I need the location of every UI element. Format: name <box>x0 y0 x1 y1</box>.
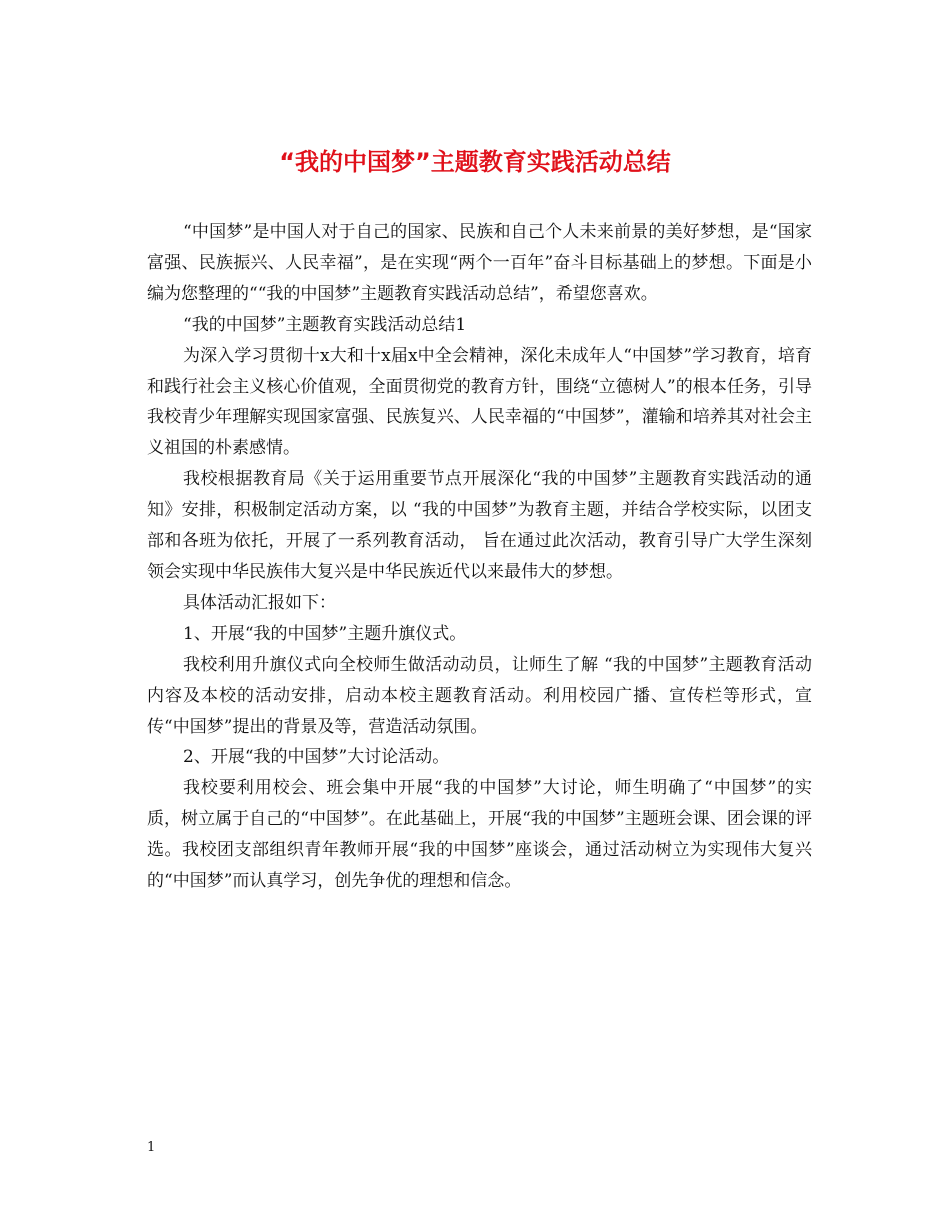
intro-paragraph: “中国梦”是中国人对于自己的国家、民族和自己个人未来前景的美好梦想，是“国家富强、民族振兴、人民幸福”，是在实现“两个一百年”奋斗目标基础上的梦想。下面是小编为您整理的““我的中国梦”主题教育实践活动总结”，希望您喜欢。 <box>147 222 812 304</box>
section-heading: “我的中国梦”主题教育实践活动总结1 <box>183 314 467 335</box>
document-body <box>147 217 812 897</box>
list-item-heading: 2、开展“我的中国梦”大讨论活动。 <box>183 747 450 768</box>
body-paragraph: 为深入学习贯彻十x大和十x届x中全会精神，深化未成年人“中国梦”学习教育，培育和践行社会主义核心价值观，全面贯彻党的教育方针，围绕“立德树人”的根本任务，引导我校青少年理解实现国家富强、民族复兴、人民幸福的“中国梦”，灌输和培养其对社会主义祖国的朴素感情。 <box>147 345 812 459</box>
document-title: “我的中国梦”主题教育实践活动总结 <box>279 148 671 176</box>
body-paragraph: 我校利用升旗仪式向全校师生做活动动员，让师生了解 “我的中国梦”主题教育活动内容及本校的活动安排，启动本校主题教育活动。利用校园广播、宣传栏等形式，宣传“中国梦”提出的背景及等，营造活动氛围。 <box>147 654 812 737</box>
body-paragraph: 我校根据教育局《关于运用重要节点开展深化“我的中国梦”主题教育实践活动的通知》安排，积极制定活动方案，以 “我的中国梦”为教育主题，并结合学校实际，以团支部和各班为依托，开展了一系列教育活动， 旨在通过此次活动，教育引导广大学生深刻领会实现中华民族伟大复兴是中华民族近代以来最伟大的梦想。 <box>147 469 812 582</box>
body-paragraph: 具体活动汇报如下： <box>183 592 336 613</box>
body-paragraph: 我校要利用校会、班会集中开展“我的中国梦”大讨论，师生明确了“中国梦”的实质，树立属于自己的“中国梦”。在此基础上，开展“我的中国梦”主题班会课、团会课的评选。我校团支部组织青年教师开展“我的中国梦”座谈会，通过活动树立为实现伟大复兴的“中国梦”而认真学习，创先争优的理想和信念。 <box>147 778 812 892</box>
page-number: 1 <box>147 1140 156 1155</box>
list-item-heading: 1、开展“我的中国梦”主题升旗仪式。 <box>183 623 467 644</box>
